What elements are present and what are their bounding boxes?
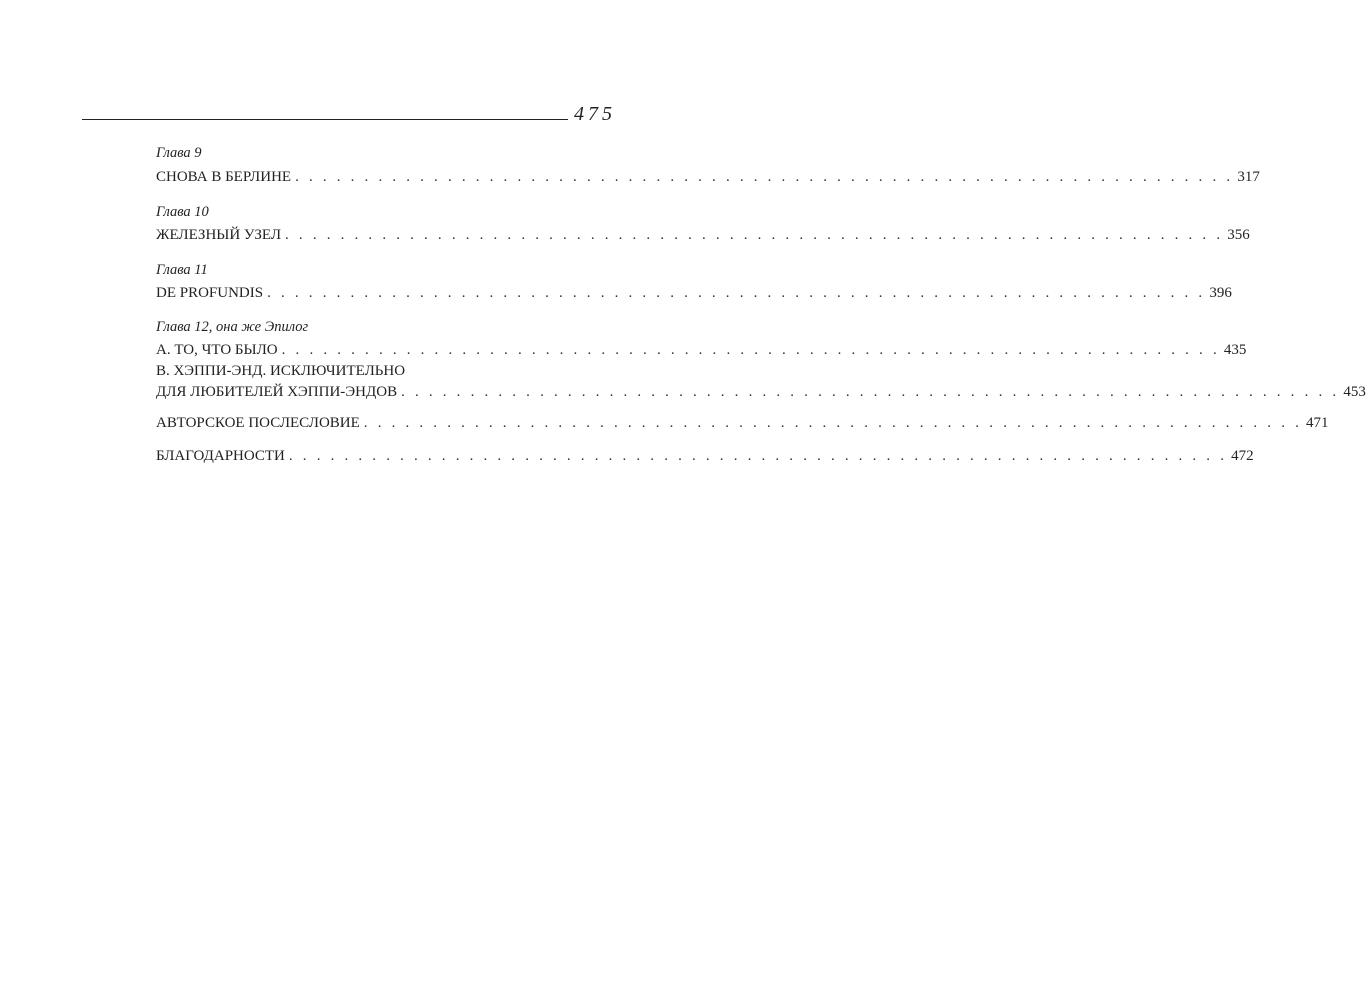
toc-entry[interactable] — [156, 225, 1250, 245]
toc-entry-title: DE PROFUNDIS — [156, 285, 264, 301]
toc-entry-page: 317 — [1237, 169, 1260, 185]
leader-dots: . . . . . . . . . . . . . . . . . . . . . . . . . . . . . . . . . . . . . . . . . . . . . . . . . . . . . . . . . . . . . . . . . . . . — [267, 285, 1206, 301]
toc-entry-title: А. ТО, ЧТО БЫЛО — [156, 342, 278, 358]
chapter-label: Глава 10 — [156, 204, 209, 220]
toc-entry-page: 453 — [1343, 384, 1366, 400]
leader-dots: . . . . . . . . . . . . . . . . . . . . . . . . . . . . . . . . . . . . . . . . . . . . . . . . . . . . . . . . . . . . . . . . . . . . — [295, 169, 1234, 185]
toc-entry[interactable] — [156, 413, 1329, 433]
toc-entry-title: АВТОРСКОЕ ПОСЛЕСЛОВИЕ — [156, 415, 360, 431]
page-number: 475 — [574, 103, 616, 125]
header-rule — [82, 119, 568, 120]
chapter-label: Глава 9 — [156, 145, 202, 161]
toc-entry-page: 396 — [1209, 285, 1232, 301]
toc-entry-title: ЖЕЛЕЗНЫЙ УЗЕЛ — [156, 227, 282, 243]
chapter-label: Глава 12, она же Эпилог — [156, 319, 309, 335]
leader-dots: . . . . . . . . . . . . . . . . . . . . . . . . . . . . . . . . . . . . . . . . . . . . . . . . . . . . . . . . . . . . . . . . . . . . — [401, 384, 1340, 400]
toc-entry[interactable] — [156, 382, 1366, 402]
toc-entry[interactable] — [156, 446, 1254, 466]
leader-dots: . . . . . . . . . . . . . . . . . . . . . . . . . . . . . . . . . . . . . . . . . . . . . . . . . . . . . . . . . . . . . . . . . . . . — [285, 227, 1224, 243]
toc-entry-page: 435 — [1223, 342, 1247, 358]
toc-entry[interactable] — [156, 340, 1247, 360]
toc-entry-page: 472 — [1231, 448, 1254, 464]
leader-dots: . . . . . . . . . . . . . . . . . . . . . . . . . . . . . . . . . . . . . . . . . . . . . . . . . . . . . . . . . . . . . . . . . . . . — [288, 448, 1228, 464]
toc-entry-title: СНОВА В БЕРЛИНЕ — [156, 169, 292, 185]
leader-dots: . . . . . . . . . . . . . . . . . . . . . . . . . . . . . . . . . . . . . . . . . . . . . . . . . . . . . . . . . . . . . . . . . . . . — [281, 342, 1220, 358]
toc-entry[interactable] — [156, 167, 1260, 187]
chapter-label: Глава 11 — [156, 262, 208, 278]
toc-entry-title: БЛАГОДАРНОСТИ — [156, 448, 285, 464]
toc-entry-page: 471 — [1306, 415, 1329, 431]
toc-entry-title: ДЛЯ ЛЮБИТЕЛЕЙ ХЭППИ-ЭНДОВ — [156, 384, 398, 400]
toc-entry-title-line[interactable]: В. ХЭППИ-ЭНД. ИСКЛЮЧИТЕЛЬНО — [156, 363, 406, 379]
toc-entry[interactable] — [156, 283, 1232, 303]
toc-entry-page: 356 — [1227, 227, 1250, 243]
leader-dots: . . . . . . . . . . . . . . . . . . . . . . . . . . . . . . . . . . . . . . . . . . . . . . . . . . . . . . . . . . . . . . . . . . . . — [363, 415, 1303, 431]
